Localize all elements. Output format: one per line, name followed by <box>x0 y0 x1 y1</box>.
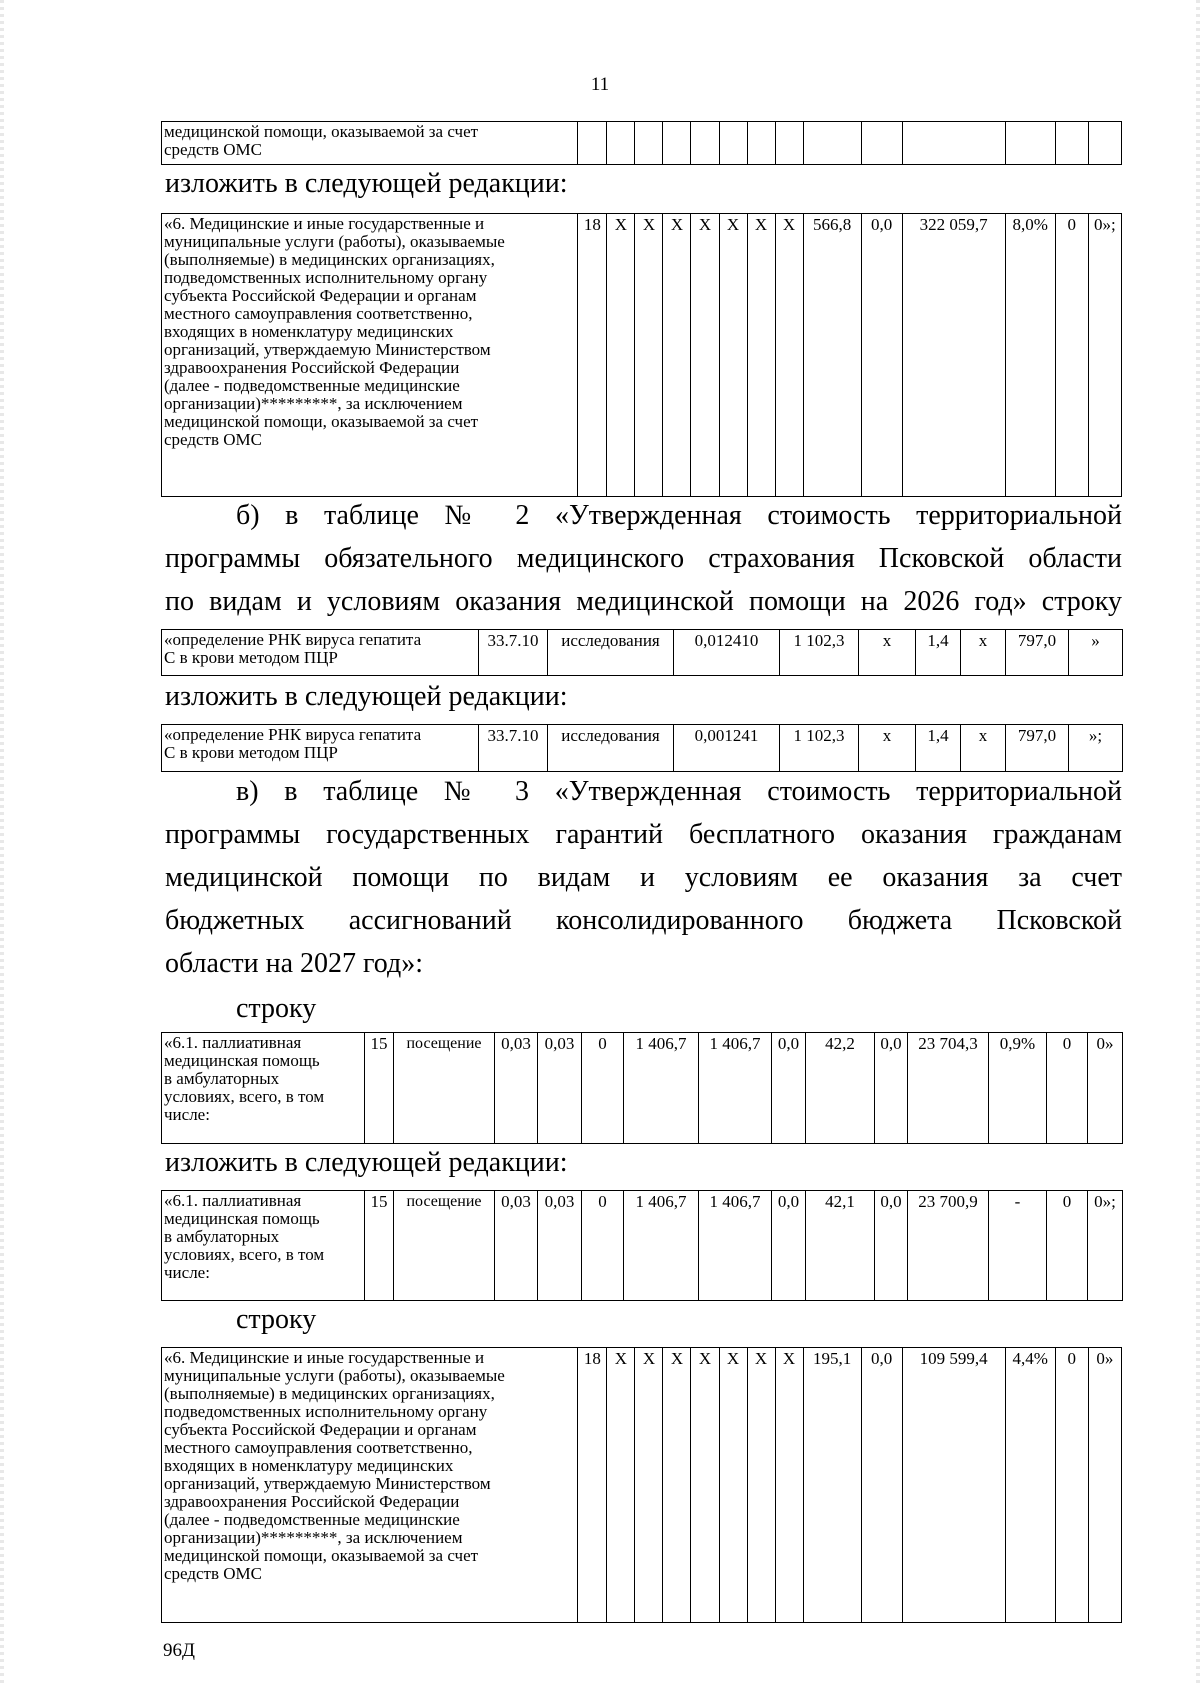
table-cell: 1 406,7 <box>624 1033 699 1144</box>
row-description: «6.1. паллиативная медицинская помощь в амбулаторных условиях, всего, в том числе: <box>162 1191 365 1301</box>
table-cell <box>719 122 747 165</box>
table-row <box>162 1191 1123 1301</box>
table-cell: 23 700,9 <box>908 1191 989 1301</box>
table-cell: исследования <box>548 725 674 772</box>
edit-instruction: изложить в следующей редакции: <box>165 681 568 712</box>
table-palliative-old <box>161 1032 1123 1144</box>
paragraph-c-line-3: медицинской помощи по видам и условиям ее оказания за счет <box>165 862 1122 893</box>
table-cell: X <box>691 1348 719 1623</box>
table-cell <box>607 122 635 165</box>
scan-edge-right <box>1196 0 1200 1686</box>
table-cell <box>663 122 691 165</box>
table-cell: 0,0 <box>772 1191 806 1301</box>
table-cell: X <box>663 214 691 497</box>
table-row <box>162 630 1123 676</box>
table-cell: 42,1 <box>806 1191 875 1301</box>
table-cell: 0 <box>1047 1033 1088 1144</box>
paragraph-c-line-2: программы государственных гарантий бесплатного оказания гражданам <box>165 819 1122 850</box>
table-cell: X <box>635 214 663 497</box>
table-cell <box>1055 122 1088 165</box>
table-row <box>162 725 1123 772</box>
table-cell: 0,0 <box>875 1191 908 1301</box>
table-cell: X <box>607 1348 635 1623</box>
table-cell: 1 406,7 <box>699 1191 772 1301</box>
table-cell: 0,0 <box>875 1033 908 1144</box>
table-cell: исследования <box>548 630 674 676</box>
table-cell: 0»; <box>1088 214 1121 497</box>
table-cell: 18 <box>578 1348 607 1623</box>
table-cell: 797,0 <box>1006 630 1069 676</box>
table-cell <box>1088 122 1121 165</box>
table-cell: 18 <box>578 214 607 497</box>
table-cell <box>691 122 719 165</box>
table-cell: 0» <box>1088 1033 1123 1144</box>
paragraph-c-line-5: области на 2027 год»: <box>165 948 424 979</box>
table-cell <box>775 122 803 165</box>
table-cell: 0,0 <box>861 1348 902 1623</box>
table-cell: 15 <box>365 1033 394 1144</box>
row-description: «6. Медицинские и иные государственные и муниципальные услуги (работы), оказываемые (выполняемые) в медицинских организациях, подведомственных исполнительному органу субъекта Российской Федерации и органам местного самоуправления соответственно, входящих в номенклатуру медицинских организаций, утверждаемую Министерством здравоохранения Российской Федерации (далее - подведомственные медицинские организации)*********, за исключением медицинской помощи, оказываемой за счет средств ОМС <box>162 214 578 497</box>
edit-instruction: изложить в следующей редакции: <box>165 168 568 199</box>
table-row <box>162 214 1122 497</box>
table-cell: 0,03 <box>495 1191 538 1301</box>
table-cell: 0,03 <box>495 1033 538 1144</box>
table-cell: 4,4% <box>1005 1348 1055 1623</box>
table-cell: 0» <box>1088 1348 1121 1623</box>
table-cell: посещение <box>394 1191 495 1301</box>
table-cell: 15 <box>365 1191 394 1301</box>
table-cell: X <box>691 214 719 497</box>
row-description: «6.1. паллиативная медицинская помощь в амбулаторных условиях, всего, в том числе: <box>162 1033 365 1144</box>
paragraph-c-line-4: бюджетных ассигнований консолидированного бюджета Псковской <box>165 905 1122 936</box>
row-description: «определение РНК вируса гепатита C в крови методом ПЦР <box>162 725 479 772</box>
table-cell: 0,03 <box>538 1191 582 1301</box>
paragraph-b-line-3: по видам и условиям оказания медицинской помощи на 2026 год» строку <box>165 586 1122 617</box>
table-cell: 23 704,3 <box>908 1033 989 1144</box>
paragraph-b-line-2: программы обязательного медицинского страхования Псковской области <box>165 543 1122 574</box>
table-cell: 566,8 <box>803 214 861 497</box>
table-cell: 0,0 <box>861 214 902 497</box>
table-cell: X <box>719 214 747 497</box>
table-row <box>162 122 1122 165</box>
table-cell <box>747 122 775 165</box>
table-cell: 0 <box>1055 214 1088 497</box>
table-cell: 0 <box>1047 1191 1088 1301</box>
table-cell: X <box>775 214 803 497</box>
label-stroku: строку <box>236 993 317 1024</box>
table-cell: - <box>989 1191 1047 1301</box>
table-row-6-new-2026 <box>161 213 1122 497</box>
table-cell: 1 406,7 <box>624 1191 699 1301</box>
table-cell: 1 102,3 <box>780 725 859 772</box>
table-cell: 109 599,4 <box>902 1348 1005 1623</box>
label-stroku: строку <box>236 1304 317 1335</box>
table-cell: посещение <box>394 1033 495 1144</box>
table-cell: x <box>961 725 1006 772</box>
table-cell: X <box>607 214 635 497</box>
table-cell: x <box>859 725 916 772</box>
table-cell: 0,012410 <box>674 630 780 676</box>
table-cell: 33.7.10 <box>479 630 548 676</box>
table-cell: 195,1 <box>803 1348 861 1623</box>
row-description: «6. Медицинские и иные государственные и муниципальные услуги (работы), оказываемые (выполняемые) в медицинских организациях, подведомственных исполнительному органу субъекта Российской Федерации и органам местного самоуправления соответственно, входящих в номенклатуру медицинских организаций, утверждаемую Министерством здравоохранения Российской Федерации (далее - подведомственные медицинские организации)*********, за исключением медицинской помощи, оказываемой за счет средств ОМС <box>162 1348 578 1623</box>
table-palliative-new <box>161 1190 1123 1301</box>
table-cell: 797,0 <box>1006 725 1069 772</box>
table-cell: 1,4 <box>916 630 961 676</box>
table-cell: 1,4 <box>916 725 961 772</box>
table-cell: 0 <box>582 1033 624 1144</box>
table-hcv-rna-new <box>161 724 1123 772</box>
table-cell: 1 406,7 <box>699 1033 772 1144</box>
table-cell <box>635 122 663 165</box>
page-number: 11 <box>590 74 610 95</box>
table-cell: 0,0 <box>772 1033 806 1144</box>
row-description: «определение РНК вируса гепатита C в крови методом ПЦР <box>162 630 479 676</box>
table-cell <box>578 122 607 165</box>
table-cell <box>861 122 902 165</box>
table-cell: 322 059,7 <box>902 214 1005 497</box>
table-cell <box>902 122 1005 165</box>
table-cell: 8,0% <box>1005 214 1055 497</box>
table-cell: 0,001241 <box>674 725 780 772</box>
table-cell: x <box>961 630 1006 676</box>
table-fragment-prev <box>161 121 1122 165</box>
table-cell: 33.7.10 <box>479 725 548 772</box>
table-cell <box>1005 122 1055 165</box>
table-cell: X <box>747 214 775 497</box>
document-code: 96Д <box>163 1640 195 1661</box>
table-cell: 42,2 <box>806 1033 875 1144</box>
table-row-6-2027 <box>161 1347 1122 1623</box>
paragraph-c-line-1: в) в таблице № 3 «Утвержденная стоимость территориальной <box>236 776 1122 807</box>
table-cell: »; <box>1069 725 1123 772</box>
edit-instruction: изложить в следующей редакции: <box>165 1147 568 1178</box>
table-cell: x <box>859 630 916 676</box>
table-cell: 0,03 <box>538 1033 582 1144</box>
table-cell: 0 <box>1055 1348 1088 1623</box>
paragraph-b-line-1: б) в таблице № 2 «Утвержденная стоимость территориальной <box>236 500 1122 531</box>
table-row <box>162 1348 1122 1623</box>
table-cell: X <box>719 1348 747 1623</box>
table-cell: 0 <box>582 1191 624 1301</box>
table-cell: X <box>775 1348 803 1623</box>
row-description: медицинской помощи, оказываемой за счет средств ОМС <box>162 122 578 165</box>
scan-edge-left <box>0 0 4 1686</box>
table-cell: 0»; <box>1088 1191 1123 1301</box>
table-cell <box>803 122 861 165</box>
table-cell: X <box>663 1348 691 1623</box>
table-cell: » <box>1069 630 1123 676</box>
table-cell: 0,9% <box>989 1033 1047 1144</box>
table-cell: X <box>635 1348 663 1623</box>
table-hcv-rna-old <box>161 629 1123 676</box>
table-row <box>162 1033 1123 1144</box>
table-cell: 1 102,3 <box>780 630 859 676</box>
table-cell: X <box>747 1348 775 1623</box>
